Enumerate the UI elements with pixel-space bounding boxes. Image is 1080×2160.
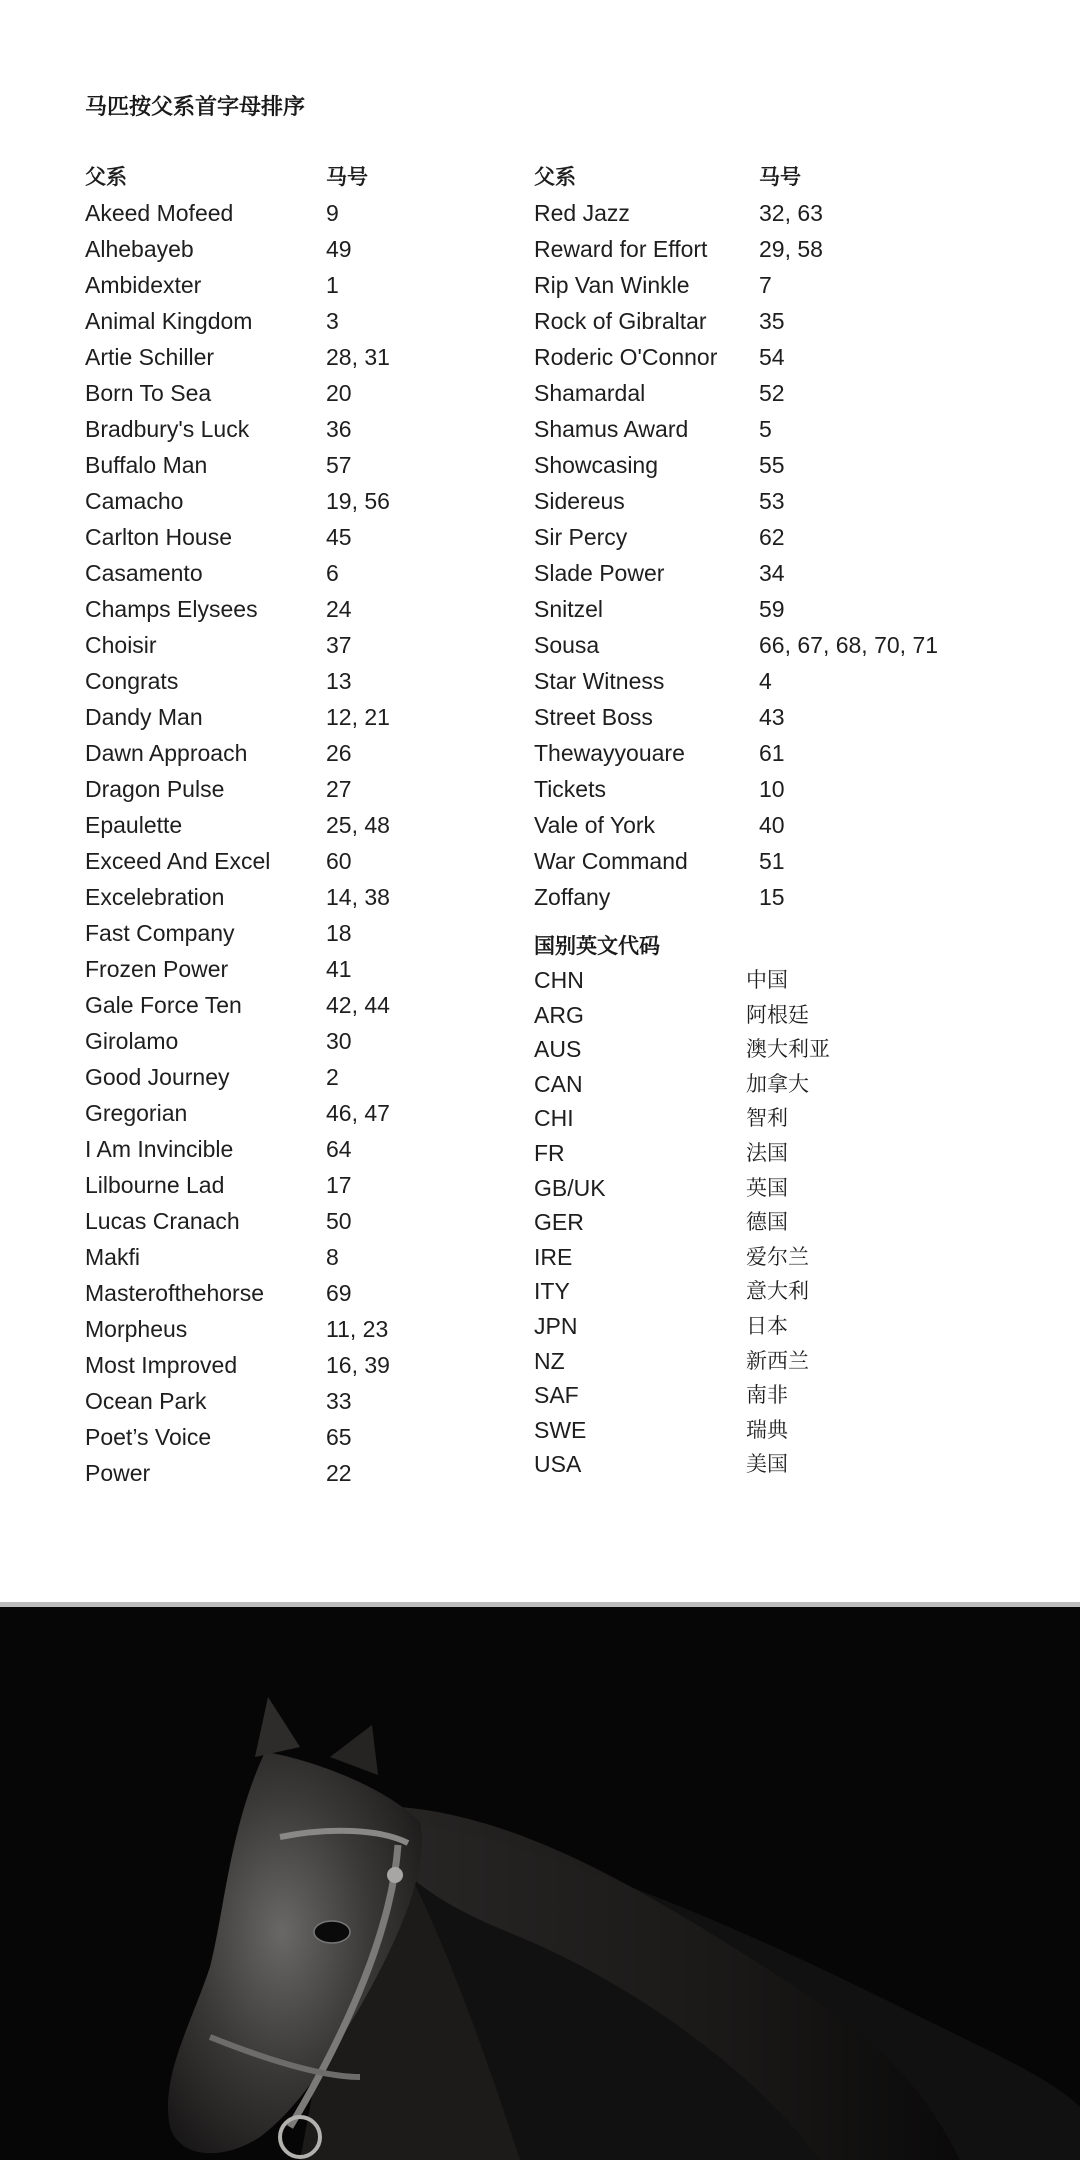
table-row [534, 1309, 984, 1344]
horse-number: 64 [326, 1136, 352, 1162]
sire-name: Star Witness [534, 668, 665, 694]
country-name: 日本 [746, 1313, 788, 1338]
country-name: 加拿大 [746, 1071, 809, 1096]
horse-number: 69 [326, 1280, 352, 1306]
sire-name: Vale of York [534, 812, 656, 838]
horse-number: 61 [759, 740, 785, 766]
horse-photo [0, 1607, 1080, 2160]
table-row [85, 1383, 485, 1419]
table-row [534, 1205, 984, 1240]
sire-name: Red Jazz [534, 200, 630, 226]
bridle-buckle [387, 1867, 403, 1883]
horse-number: 37 [326, 632, 352, 658]
horse-number: 33 [326, 1388, 352, 1414]
country-name: 中国 [746, 968, 788, 992]
sire-column-header: 父系 [85, 165, 127, 189]
sire-name: Akeed Mofeed [85, 200, 234, 226]
sire-name: Rip Van Winkle [534, 272, 690, 298]
table-row [534, 807, 984, 843]
table-row [85, 807, 485, 843]
horse-number: 62 [759, 524, 785, 550]
sire-table-right [534, 159, 984, 915]
table-row [534, 483, 984, 519]
table-row [534, 303, 984, 339]
table-row [85, 483, 485, 519]
country-code: SWE [534, 1416, 587, 1443]
horse-illustration [0, 1607, 1080, 2160]
sire-name: Makfi [85, 1244, 140, 1270]
sire-name: Lilbourne Lad [85, 1172, 225, 1198]
country-code: CHN [534, 967, 584, 993]
table-row [85, 1275, 485, 1311]
table-row [534, 447, 984, 483]
sire-name: Choisir [85, 632, 157, 658]
country-code: CAN [534, 1070, 583, 1097]
horse-number: 49 [326, 236, 352, 262]
sire-name: Congrats [85, 668, 179, 694]
horse-number: 55 [759, 452, 785, 478]
sire-table-left [85, 159, 485, 1491]
table-row [85, 699, 485, 735]
horse-number: 3 [326, 308, 339, 334]
table-row [85, 339, 485, 375]
horse-number: 43 [759, 704, 785, 730]
horse-number: 22 [326, 1460, 352, 1486]
sire-name: Epaulette [85, 812, 183, 838]
horse-number: 2 [326, 1064, 339, 1090]
table-row [534, 699, 984, 735]
sire-name: Sidereus [534, 488, 625, 514]
horse-number: 25, 48 [326, 812, 390, 838]
table-row [534, 1101, 984, 1136]
horse-number: 14, 38 [326, 884, 390, 910]
horse-eye [314, 1921, 350, 1943]
horse-ear [255, 1697, 300, 1757]
horse-number: 26 [326, 740, 352, 766]
country-name: 新西兰 [746, 1348, 809, 1373]
table-row [85, 1311, 485, 1347]
horse-number: 46, 47 [326, 1100, 390, 1126]
country-code: NZ [534, 1347, 565, 1374]
table-row [534, 1378, 984, 1413]
table-row [534, 627, 984, 663]
table-row [534, 1171, 984, 1206]
table-row [534, 519, 984, 555]
table-row [534, 735, 984, 771]
sire-name: Champs Elysees [85, 596, 258, 622]
sire-rows-right [534, 195, 984, 915]
table-row [85, 375, 485, 411]
horse-number: 15 [759, 884, 785, 910]
horse-number: 6 [326, 560, 339, 586]
horse-number: 41 [326, 956, 352, 982]
sire-name: Girolamo [85, 1028, 179, 1054]
country-code: ITY [534, 1278, 570, 1305]
sire-name: Morpheus [85, 1316, 188, 1342]
sire-name: Shamardal [534, 380, 646, 406]
table-row [85, 1239, 485, 1275]
table-row [534, 879, 984, 915]
horse-number: 36 [326, 416, 352, 442]
table-row [85, 843, 485, 879]
table-row [85, 1059, 485, 1095]
horse-number: 50 [326, 1208, 352, 1234]
sire-name: Sousa [534, 632, 600, 658]
table-row [85, 1203, 485, 1239]
sire-name: Reward for Effort [534, 236, 708, 262]
table-row [534, 339, 984, 375]
horse-number: 19, 56 [326, 488, 390, 514]
table-row [85, 411, 485, 447]
horse-number: 10 [759, 776, 785, 802]
table-row [85, 987, 485, 1023]
horse-number: 7 [759, 272, 772, 298]
number-column-header: 马号 [326, 165, 368, 189]
country-name: 德国 [746, 1210, 788, 1235]
table-row [534, 998, 984, 1033]
table-row [534, 963, 984, 998]
table-row [85, 195, 485, 231]
horse-number: 8 [326, 1244, 339, 1270]
table-row [534, 267, 984, 303]
table-row [534, 771, 984, 807]
table-row [534, 195, 984, 231]
country-code: GB/UK [534, 1174, 606, 1201]
sire-name: Born To Sea [85, 380, 212, 406]
country-codes-table [534, 963, 984, 1482]
sire-name: Alhebayeb [85, 236, 194, 262]
country-code: ARG [534, 1001, 584, 1028]
horse-number: 24 [326, 596, 352, 622]
horse-number: 54 [759, 344, 785, 370]
horse-number: 32, 63 [759, 200, 823, 226]
table-row [85, 1455, 485, 1491]
table-row [534, 1413, 984, 1448]
horse-number: 5 [759, 416, 772, 442]
sire-name: Power [85, 1460, 151, 1486]
sire-name: Snitzel [534, 596, 604, 622]
sire-name: Fast Company [85, 920, 235, 946]
horse-number: 66, 67, 68, 70, 71 [759, 632, 939, 658]
horse-number: 34 [759, 560, 785, 586]
table-row [85, 771, 485, 807]
horse-number: 40 [759, 812, 785, 838]
sire-name: Roderic O'Connor [534, 344, 718, 370]
sire-rows-left [85, 195, 485, 1491]
sire-name: Gregorian [85, 1100, 188, 1126]
table-row [85, 267, 485, 303]
horse-number: 30 [326, 1028, 352, 1054]
horse-number: 45 [326, 524, 352, 550]
horse-ear [330, 1725, 378, 1775]
table-row [534, 1344, 984, 1379]
country-name: 法国 [746, 1140, 788, 1165]
table-row [534, 1240, 984, 1275]
horse-number: 4 [759, 668, 772, 694]
horse-number: 57 [326, 452, 352, 478]
sire-name: Camacho [85, 488, 184, 514]
sire-name: Street Boss [534, 704, 653, 730]
table-row [534, 1067, 984, 1102]
country-name: 瑞典 [746, 1417, 788, 1442]
country-name: 爱尔兰 [746, 1244, 809, 1269]
table-row [85, 591, 485, 627]
sire-column-header: 父系 [534, 165, 576, 189]
sire-name: Animal Kingdom [85, 308, 253, 334]
table-row [85, 1095, 485, 1131]
country-name: 意大利 [746, 1279, 809, 1304]
sire-name: Rock of Gibraltar [534, 308, 707, 334]
horse-number: 51 [759, 848, 785, 874]
table-row [85, 915, 485, 951]
sire-name: Poet’s Voice [85, 1424, 212, 1450]
table-row [534, 1274, 984, 1309]
country-name: 英国 [746, 1175, 788, 1200]
table-row [534, 843, 984, 879]
table-row [85, 1419, 485, 1455]
table-row [534, 555, 984, 591]
sire-name: Frozen Power [85, 956, 229, 982]
sire-name: Exceed And Excel [85, 848, 271, 874]
horse-number: 11, 23 [326, 1316, 389, 1342]
table-row [85, 555, 485, 591]
horse-number: 20 [326, 380, 352, 406]
table-header [534, 159, 984, 195]
sire-name: Showcasing [534, 452, 659, 478]
table-header [85, 159, 485, 195]
table-row [85, 879, 485, 915]
table-row [534, 231, 984, 267]
country-name: 智利 [746, 1106, 788, 1131]
horse-number: 60 [326, 848, 352, 874]
table-row [534, 663, 984, 699]
table-row [85, 627, 485, 663]
sire-name: Casamento [85, 560, 203, 586]
horse-number: 27 [326, 776, 352, 802]
table-row [85, 231, 485, 267]
table-row [85, 303, 485, 339]
sire-name: Slade Power [534, 560, 665, 586]
sire-name: Excelebration [85, 884, 225, 910]
horse-number: 65 [326, 1424, 352, 1450]
country-name: 美国 [746, 1452, 788, 1477]
number-column-header: 马号 [759, 165, 801, 189]
table-row [534, 1447, 984, 1482]
sire-name: I Am Invincible [85, 1136, 234, 1162]
sire-name: Thewayyouare [534, 740, 685, 766]
table-row [85, 1023, 485, 1059]
horse-number: 42, 44 [326, 992, 390, 1018]
page-title: 马匹按父系首字母排序 [85, 95, 306, 120]
horse-number: 18 [326, 920, 352, 946]
sire-name: Dawn Approach [85, 740, 248, 766]
sire-name: Dandy Man [85, 704, 203, 730]
country-code: IRE [534, 1243, 573, 1270]
sire-name: Artie Schiller [85, 344, 215, 370]
sire-name: Bradbury's Luck [85, 416, 250, 442]
horse-number: 35 [759, 308, 785, 334]
sire-name: Ocean Park [85, 1388, 207, 1414]
table-row [534, 591, 984, 627]
sire-name: Tickets [534, 776, 606, 802]
country-name: 阿根廷 [746, 1002, 809, 1027]
table-row [534, 375, 984, 411]
sire-name: Dragon Pulse [85, 776, 225, 802]
sire-name: Sir Percy [534, 524, 628, 550]
horse-number: 59 [759, 596, 785, 622]
horse-number: 29, 58 [759, 236, 823, 262]
sire-name: Ambidexter [85, 272, 202, 298]
table-row [534, 411, 984, 447]
sire-name: Masterofthehorse [85, 1280, 264, 1306]
horse-number: 13 [326, 668, 352, 694]
table-row [85, 663, 485, 699]
table-row [85, 735, 485, 771]
horse-number: 53 [759, 488, 785, 514]
country-code: GER [534, 1209, 584, 1236]
sire-name: Lucas Cranach [85, 1208, 240, 1234]
country-codes-title: 国别英文代码 [534, 934, 660, 958]
horse-number: 9 [326, 200, 339, 226]
country-name: 澳大利亚 [746, 1037, 830, 1062]
sire-name: Most Improved [85, 1352, 238, 1378]
horse-number: 52 [759, 380, 785, 406]
sire-name: Buffalo Man [85, 452, 208, 478]
country-code: USA [534, 1451, 582, 1478]
sire-name: Gale Force Ten [85, 992, 242, 1018]
country-code: SAF [534, 1382, 579, 1409]
horse-number: 17 [326, 1172, 352, 1198]
horse-number: 16, 39 [326, 1352, 390, 1378]
table-row [534, 1136, 984, 1171]
country-code: CHI [534, 1105, 574, 1132]
country-code: AUS [534, 1036, 582, 1063]
horse-number: 1 [326, 272, 339, 298]
table-row [534, 1032, 984, 1067]
horse-number: 12, 21 [326, 704, 390, 730]
sire-name: Carlton House [85, 524, 233, 550]
horse-number: 28, 31 [326, 344, 390, 370]
sire-name: Zoffany [534, 884, 611, 910]
table-row [85, 1167, 485, 1203]
country-code: FR [534, 1139, 565, 1166]
sire-name: Good Journey [85, 1064, 230, 1090]
table-row [85, 1347, 485, 1383]
country-name: 南非 [746, 1383, 788, 1408]
sire-name: War Command [534, 848, 688, 874]
sire-name: Shamus Award [534, 416, 689, 442]
country-code: JPN [534, 1312, 578, 1339]
table-row [85, 519, 485, 555]
table-row [85, 447, 485, 483]
table-row [85, 951, 485, 987]
table-row [85, 1131, 485, 1167]
